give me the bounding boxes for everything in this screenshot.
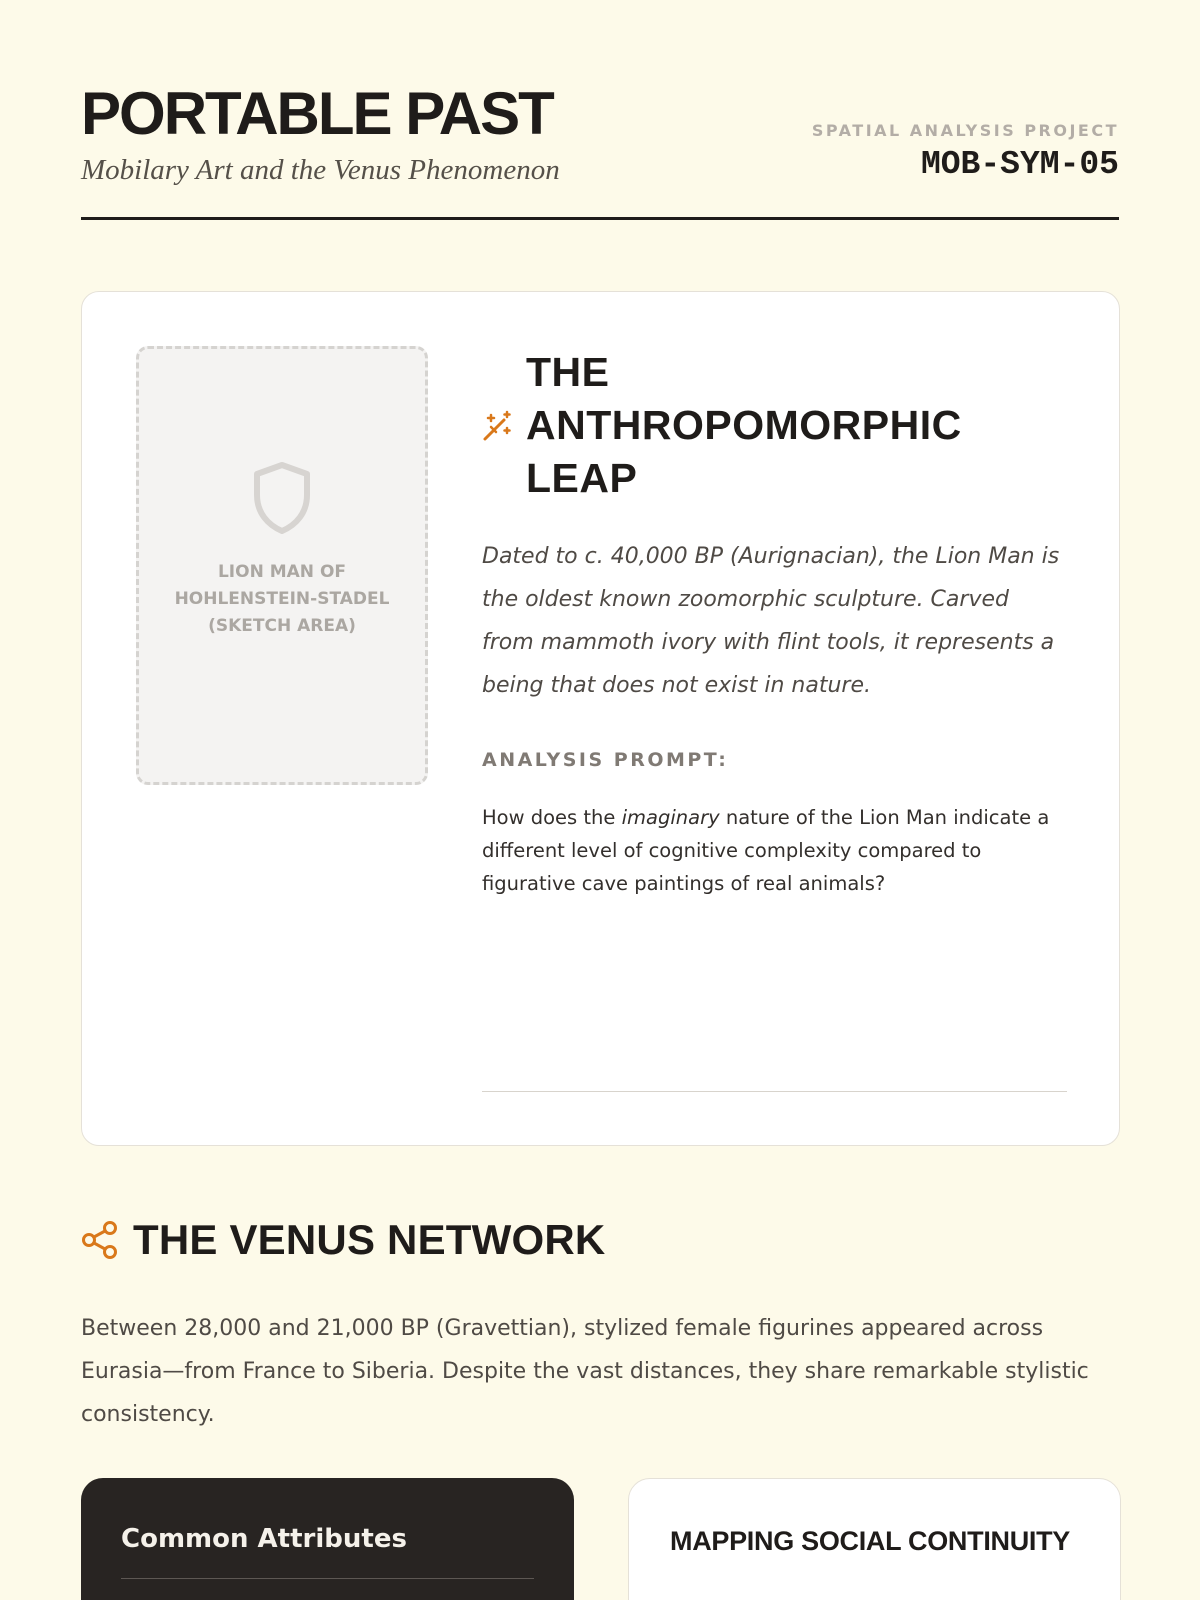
project-block [812,121,1119,187]
project-label: SPATIAL ANALYSIS PROJECT [811,121,1119,140]
share-network-icon [81,1220,119,1260]
analysis-prompt-text [482,801,1067,900]
page-subtitle: Mobilary Art and the Venus Phenomenon [81,154,560,186]
prompt-text-end: nature of the Lion Man indicate a different level of cognitive complexity compared to figurative cave paintings of real animals? [482,806,1050,895]
page-header [81,0,1119,220]
prompt-emphasis: imaginary [621,806,720,829]
prompt-text-start: How does the [482,806,622,829]
analysis-prompt-label: ANALYSIS PROMPT: [482,749,729,771]
venus-heading [81,1216,605,1264]
card-heading [482,346,1067,505]
brand-block [81,80,560,187]
mapping-title: MAPPING SOCIAL CONTINUITY [670,1526,1071,1556]
answer-line[interactable] [482,1091,1067,1092]
divider [121,1578,534,1579]
project-code: MOB-SYM-05 [920,146,1119,183]
common-attributes-card [81,1478,574,1600]
lion-man-card [81,291,1120,1146]
mapping-card [628,1478,1121,1600]
card-description: Dated to c. 40,000 BP (Aurignacian), the Lion Man is the oldest known zoomorphic sculpture. Carved from mammoth ivory with flint tools, it represents a being that does not exist in nature. [482,544,1060,698]
card-content [482,346,1067,900]
card-title: THE ANTHROPOMORPHIC LEAP [526,349,962,501]
common-attributes-title: Common Attributes [121,1524,407,1554]
sketch-label: LION MAN OF HOHLENSTEIN-STADEL (SKETCH AREA) [174,562,390,636]
page-title: PORTABLE PAST [81,80,553,147]
venus-description: Between 28,000 and 21,000 BP (Gravettian), stylized female figurines appeared across Eurasia—from France to Siberia. Despite the vast distances, they share remarkable stylistic consistency. [81,1316,1089,1427]
shield-icon [251,461,313,535]
magic-wand-icon [482,410,512,442]
venus-title: THE VENUS NETWORK [133,1216,606,1263]
sketch-area[interactable] [136,346,428,785]
